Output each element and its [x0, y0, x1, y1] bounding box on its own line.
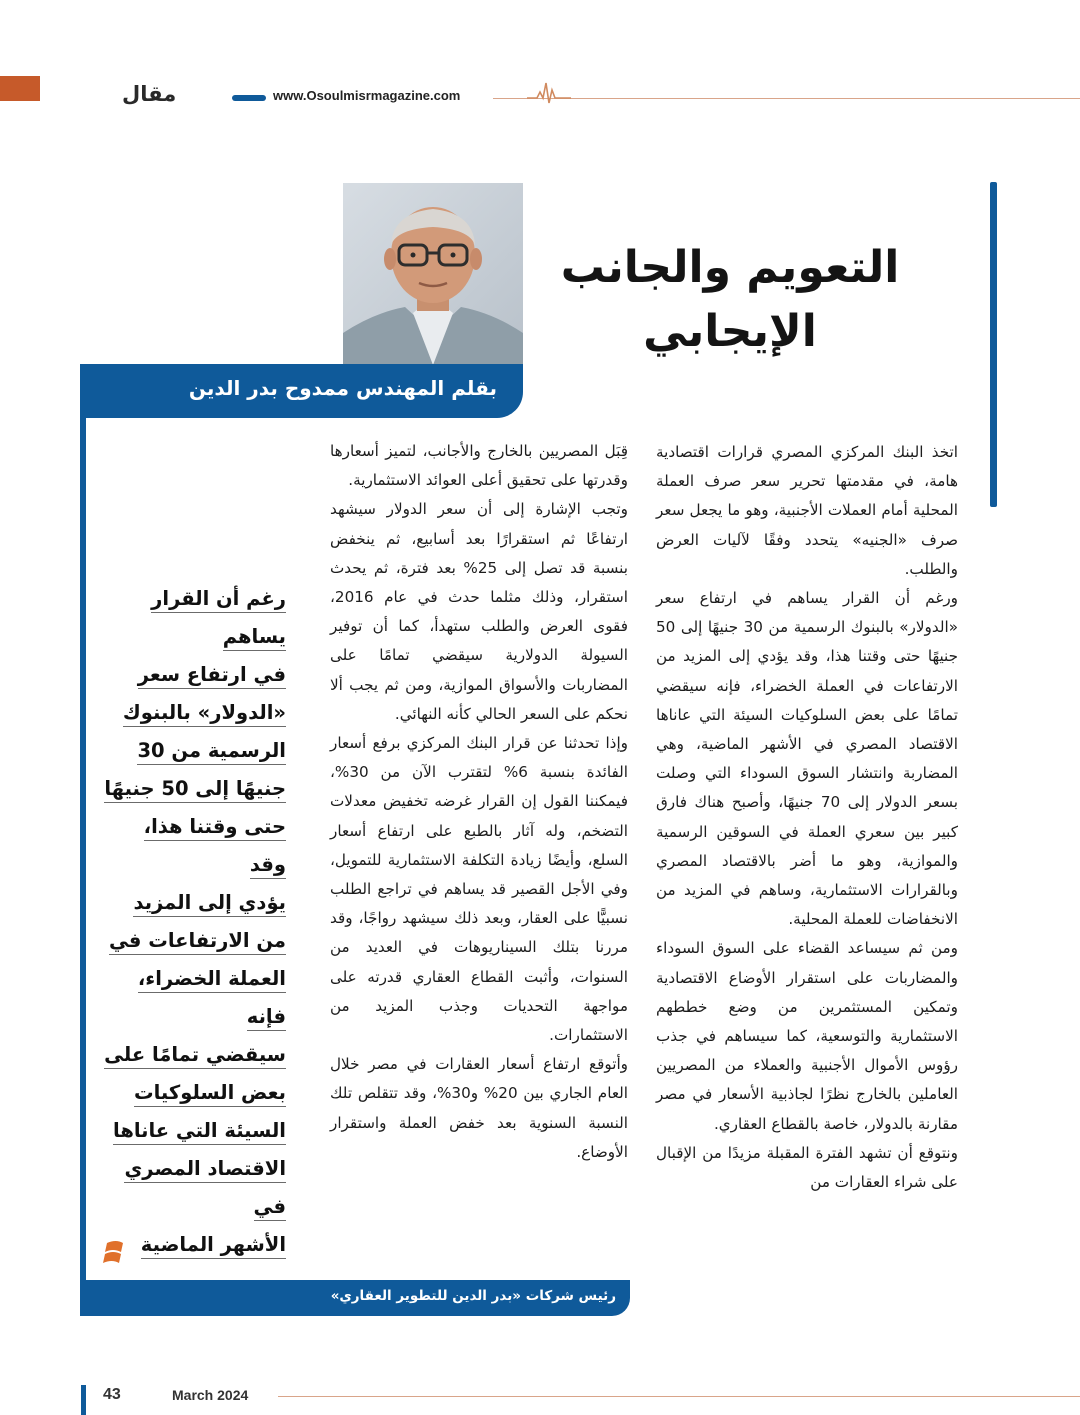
pull-quote-line — [104, 656, 286, 694]
header-divider — [493, 98, 1080, 99]
pull-quote-line — [104, 1074, 286, 1112]
footer-divider — [278, 1396, 1080, 1397]
pull-quote-text: من الارتفاعات في — [109, 929, 286, 955]
pull-quote-line — [104, 580, 286, 656]
website-url[interactable]: www.Osoulmisrmagazine.com — [273, 88, 461, 103]
pull-quote-line — [104, 884, 286, 922]
byline-banner — [80, 364, 523, 418]
author-photo — [343, 183, 523, 365]
article-column-right — [656, 438, 958, 1197]
paragraph: اتخذ البنك المركزي المصري قرارات اقتصادية هامة، في مقدمتها تحرير سعر صرف العملة المحلية أمام العملات الأجنبية، وهو ما يجعل سعر صرف «الجنيه» يتحدد وفقًا لآليات العرض والطلب. — [656, 443, 958, 578]
author-byline: بقلم المهندس ممدوح بدر الدين — [188, 376, 497, 400]
paragraph: ورغم أن القرار يساهم في ارتفاع سعر «الدولار» بالبنوك الرسمية من 30 جنيهًا إلى 50 جنيهًا حتى وقتنا هذا، وقد يؤدي إلى المزيد من الارتفاعات في العملة الخضراء، فإنه سيقضي تمامًا على بعض السلوكيات السيئة التي عاناها الاقتصاد المصري في الأشهر الماضية، وهي المضاربة وانتشار السوق السوداء التي وصلت بسعر الدولار إلى 70 جنيهًا، وأصبح هناك فارق كبير بين سعري العملة في السوقين الرسمية والموازية، وهو ما أضر بالاقتصاد المصري وبالقرارات الاستثمارية، وساهم في المزيد من الانخفاضات للعملة المحلية. — [656, 589, 958, 929]
section-tab-marker — [0, 76, 40, 101]
article-title: التعويم والجانب الإيجابي — [560, 242, 900, 357]
issue-year: 2024 — [217, 1387, 249, 1403]
pull-quote-text: في ارتفاع سعر — [138, 663, 286, 689]
pull-quote-text: الأشهر الماضية — [141, 1233, 286, 1259]
pull-quote-text: العملة الخضراء، فإنه — [138, 967, 286, 1031]
title-accent-bar — [990, 182, 997, 507]
pull-quote-line — [104, 694, 286, 732]
pull-quote-text: الرسمية من 30 — [137, 739, 286, 765]
paragraph: وتجب الإشارة إلى أن سعر الدولار سيشهد ارتفاعًا ثم استقرارًا بعد أسابيع، ثم ينخفض بنسبة قد تصل إلى 25% بعد فترة، ثم يحدث استقرار، وذلك مثلما حدث في عام 2016، فقوى العرض والطلب ستهدأ، كما أن توفير السيولة الدولارية سيقضي تمامًا على المضاربات والأسواق الموازية، ومن ثم يجب ألا نحكم على السعر الحالي كأنه النهائي. — [330, 500, 628, 723]
pull-quote-text: جنيهًا إلى 50 جنيهًا — [104, 777, 286, 803]
pull-quote-line — [104, 1112, 286, 1150]
paragraph: وإذا تحدثنا عن قرار البنك المركزي برفع أسعار الفائدة بنسبة 6% لتقترب الآن من 30%، فيمكننا القول إن القرار غرضه تخفيض معدلات التضخم، وله آثار بالطبع على ارتفاع أسعار السلع، وأيضًا زيادة التكلفة الاستثمارية للتمويل، وفي الأجل القصير قد يساهم في تراجع الطلب نسبيًّا على العقار، وبعد ذلك سيشهد رواجًا، وقد مررنا بتلك السيناريوهات في العديد من السنوات، وأثبت القطاع العقاري قدرته على مواجهة التحديات وجذب المزيد من الاستثمارات. — [330, 734, 628, 1045]
pull-quote-text: سيقضي تمامًا على — [104, 1043, 286, 1069]
paragraph: قِبَل المصريين بالخارج والأجانب، لتميز أسعارها وقدرتها على تحقيق أعلى العوائد الاستثمارية. — [330, 442, 628, 490]
section-label: مقال — [122, 82, 177, 106]
flag-icon — [103, 1239, 125, 1267]
pull-quote-text: «الدولار» بالبنوك — [123, 701, 286, 727]
pull-quote-line — [104, 732, 286, 770]
pull-quote-text: بعض السلوكيات — [134, 1081, 286, 1107]
article-column-middle — [330, 437, 628, 1167]
paragraph: ونتوقع أن تشهد الفترة المقبلة مزيدًا من الإقبال على شراء العقارات من — [656, 1143, 958, 1192]
page-number: 43 — [103, 1386, 121, 1403]
paragraph: وأتوقع ارتفاع أسعار العقارات في مصر خلال العام الجاري بين 20% و30%، وقد تتقلص تلك النسبة السنوية بعد خفض العملة واستقرار الأوضاع. — [330, 1055, 629, 1161]
pull-quote-text: حتى وقتنا هذا، وقد — [144, 815, 286, 879]
paragraph: ومن ثم سيساعد القضاء على السوق السوداء والمضاربات على استقرار الأوضاع الاقتصادية وتمكين المستثمرين من وضع خططهم الاستثمارية والتوسعية، كما سيساهم في جذب رؤوس الأموال الأجنبية والعملاء من المصريين العاملين بالخارج نظرًا لجاذبية الأسعار في مصر مقارنة بالدولار، خاصة بالقطاع العقاري. — [656, 939, 958, 1133]
pull-quote-text: رغم أن القرار يساهم — [151, 587, 286, 651]
pull-quote-text: يؤدي إلى المزيد — [133, 891, 286, 917]
pull-quote-line — [104, 770, 286, 808]
issue-date — [172, 1387, 248, 1403]
footer-accent-bar — [81, 1385, 86, 1415]
pull-quote-text: السيئة التي عاناها — [113, 1119, 286, 1145]
sidebar-border — [80, 418, 86, 1298]
header-accent-bar — [232, 95, 266, 101]
author-title: رئيس شركات «بدر الدين للتطوير العقاري» — [330, 1288, 616, 1304]
pull-quote-line — [104, 1150, 286, 1226]
author-title-band — [80, 1280, 630, 1316]
pull-quote-text: الاقتصاد المصري في — [124, 1157, 286, 1221]
pull-quote — [104, 580, 286, 1264]
pulse-line-icon — [527, 80, 571, 106]
pull-quote-line — [104, 922, 286, 960]
issue-month: March — [172, 1387, 214, 1403]
pull-quote-line — [104, 808, 286, 884]
pull-quote-line — [104, 1226, 286, 1264]
pull-quote-line — [104, 960, 286, 1036]
pull-quote-line — [104, 1036, 286, 1074]
